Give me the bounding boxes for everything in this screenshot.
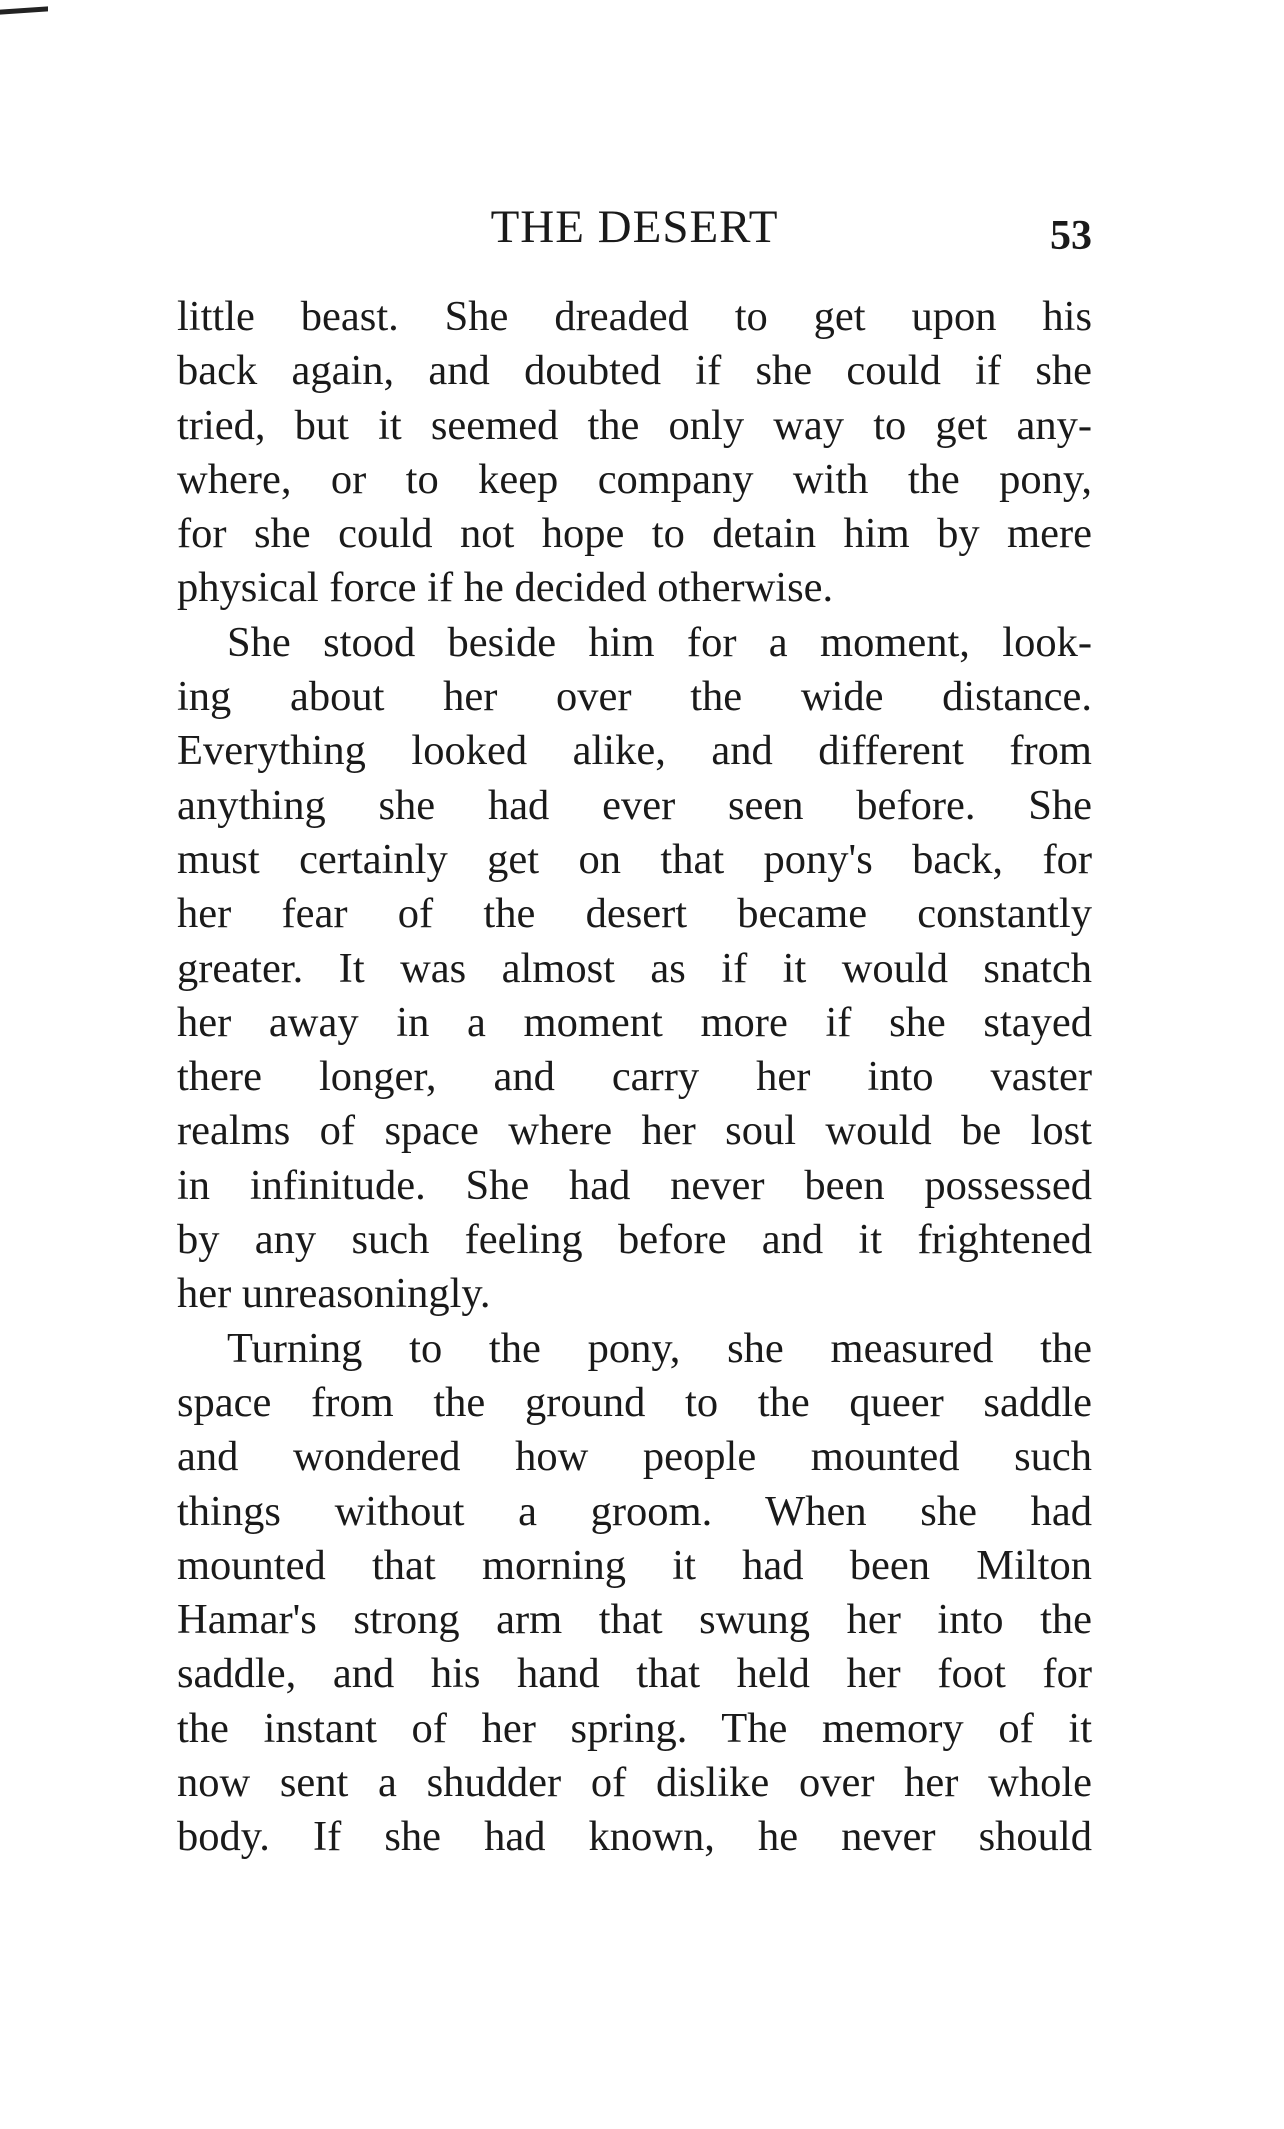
- text-line: her away in a moment more if she stayed: [177, 998, 1092, 1046]
- text-line: there longer, and carry her into vaster: [177, 1053, 1092, 1101]
- text-line: realms of space where her soul would be lost: [177, 1107, 1092, 1155]
- text-line: She stood beside him for a moment, look-: [227, 618, 1092, 666]
- text-line: must certainly get on that pony's back, for: [177, 835, 1092, 883]
- text-line: now sent a shudder of dislike over her whole: [177, 1759, 1092, 1807]
- running-title: THE DESERT: [490, 201, 779, 253]
- text-line: back again, and doubted if she could if she: [177, 347, 1092, 395]
- text-line: her unreasoningly.: [177, 1270, 491, 1318]
- page-number: 53: [1050, 213, 1092, 259]
- text-line: space from the ground to the queer saddle: [177, 1378, 1092, 1426]
- body-text: [177, 290, 1092, 1865]
- text-line: the instant of her spring. The memory of it: [177, 1704, 1092, 1752]
- text-line: mounted that morning it had been Milton: [177, 1541, 1092, 1589]
- paragraph: [177, 1322, 1092, 1865]
- text-line: by any such feeling before and it frightened: [177, 1216, 1092, 1264]
- text-line: saddle, and his hand that held her foot for: [177, 1650, 1092, 1698]
- text-line: her fear of the desert became constantly: [177, 890, 1092, 938]
- text-line: Hamar's strong arm that swung her into the: [177, 1596, 1092, 1644]
- text-line: body. If she had known, he never should: [177, 1813, 1092, 1861]
- text-line: where, or to keep company with the pony,: [177, 455, 1092, 503]
- text-line: Everything looked alike, and different from: [177, 727, 1092, 775]
- text-line: in infinitude. She had never been possessed: [177, 1161, 1092, 1209]
- page-header: [177, 200, 1092, 270]
- scan-edge-mark: [0, 6, 48, 14]
- text-line: anything she had ever seen before. She: [177, 781, 1092, 829]
- text-line: ing about her over the wide distance.: [177, 673, 1092, 721]
- text-line: things without a groom. When she had: [177, 1487, 1092, 1535]
- text-line: little beast. She dreaded to get upon his: [177, 293, 1092, 340]
- paragraph: [177, 616, 1092, 1322]
- text-line: for she could not hope to detain him by mere: [177, 510, 1092, 558]
- paragraph: [177, 290, 1092, 616]
- text-line: and wondered how people mounted such: [177, 1433, 1092, 1481]
- text-line: greater. It was almost as if it would snatch: [177, 944, 1092, 992]
- text-line: tried, but it seemed the only way to get any-: [177, 401, 1092, 449]
- text-line: physical force if he decided otherwise.: [177, 564, 834, 612]
- text-line: Turning to the pony, she measured the: [227, 1324, 1092, 1372]
